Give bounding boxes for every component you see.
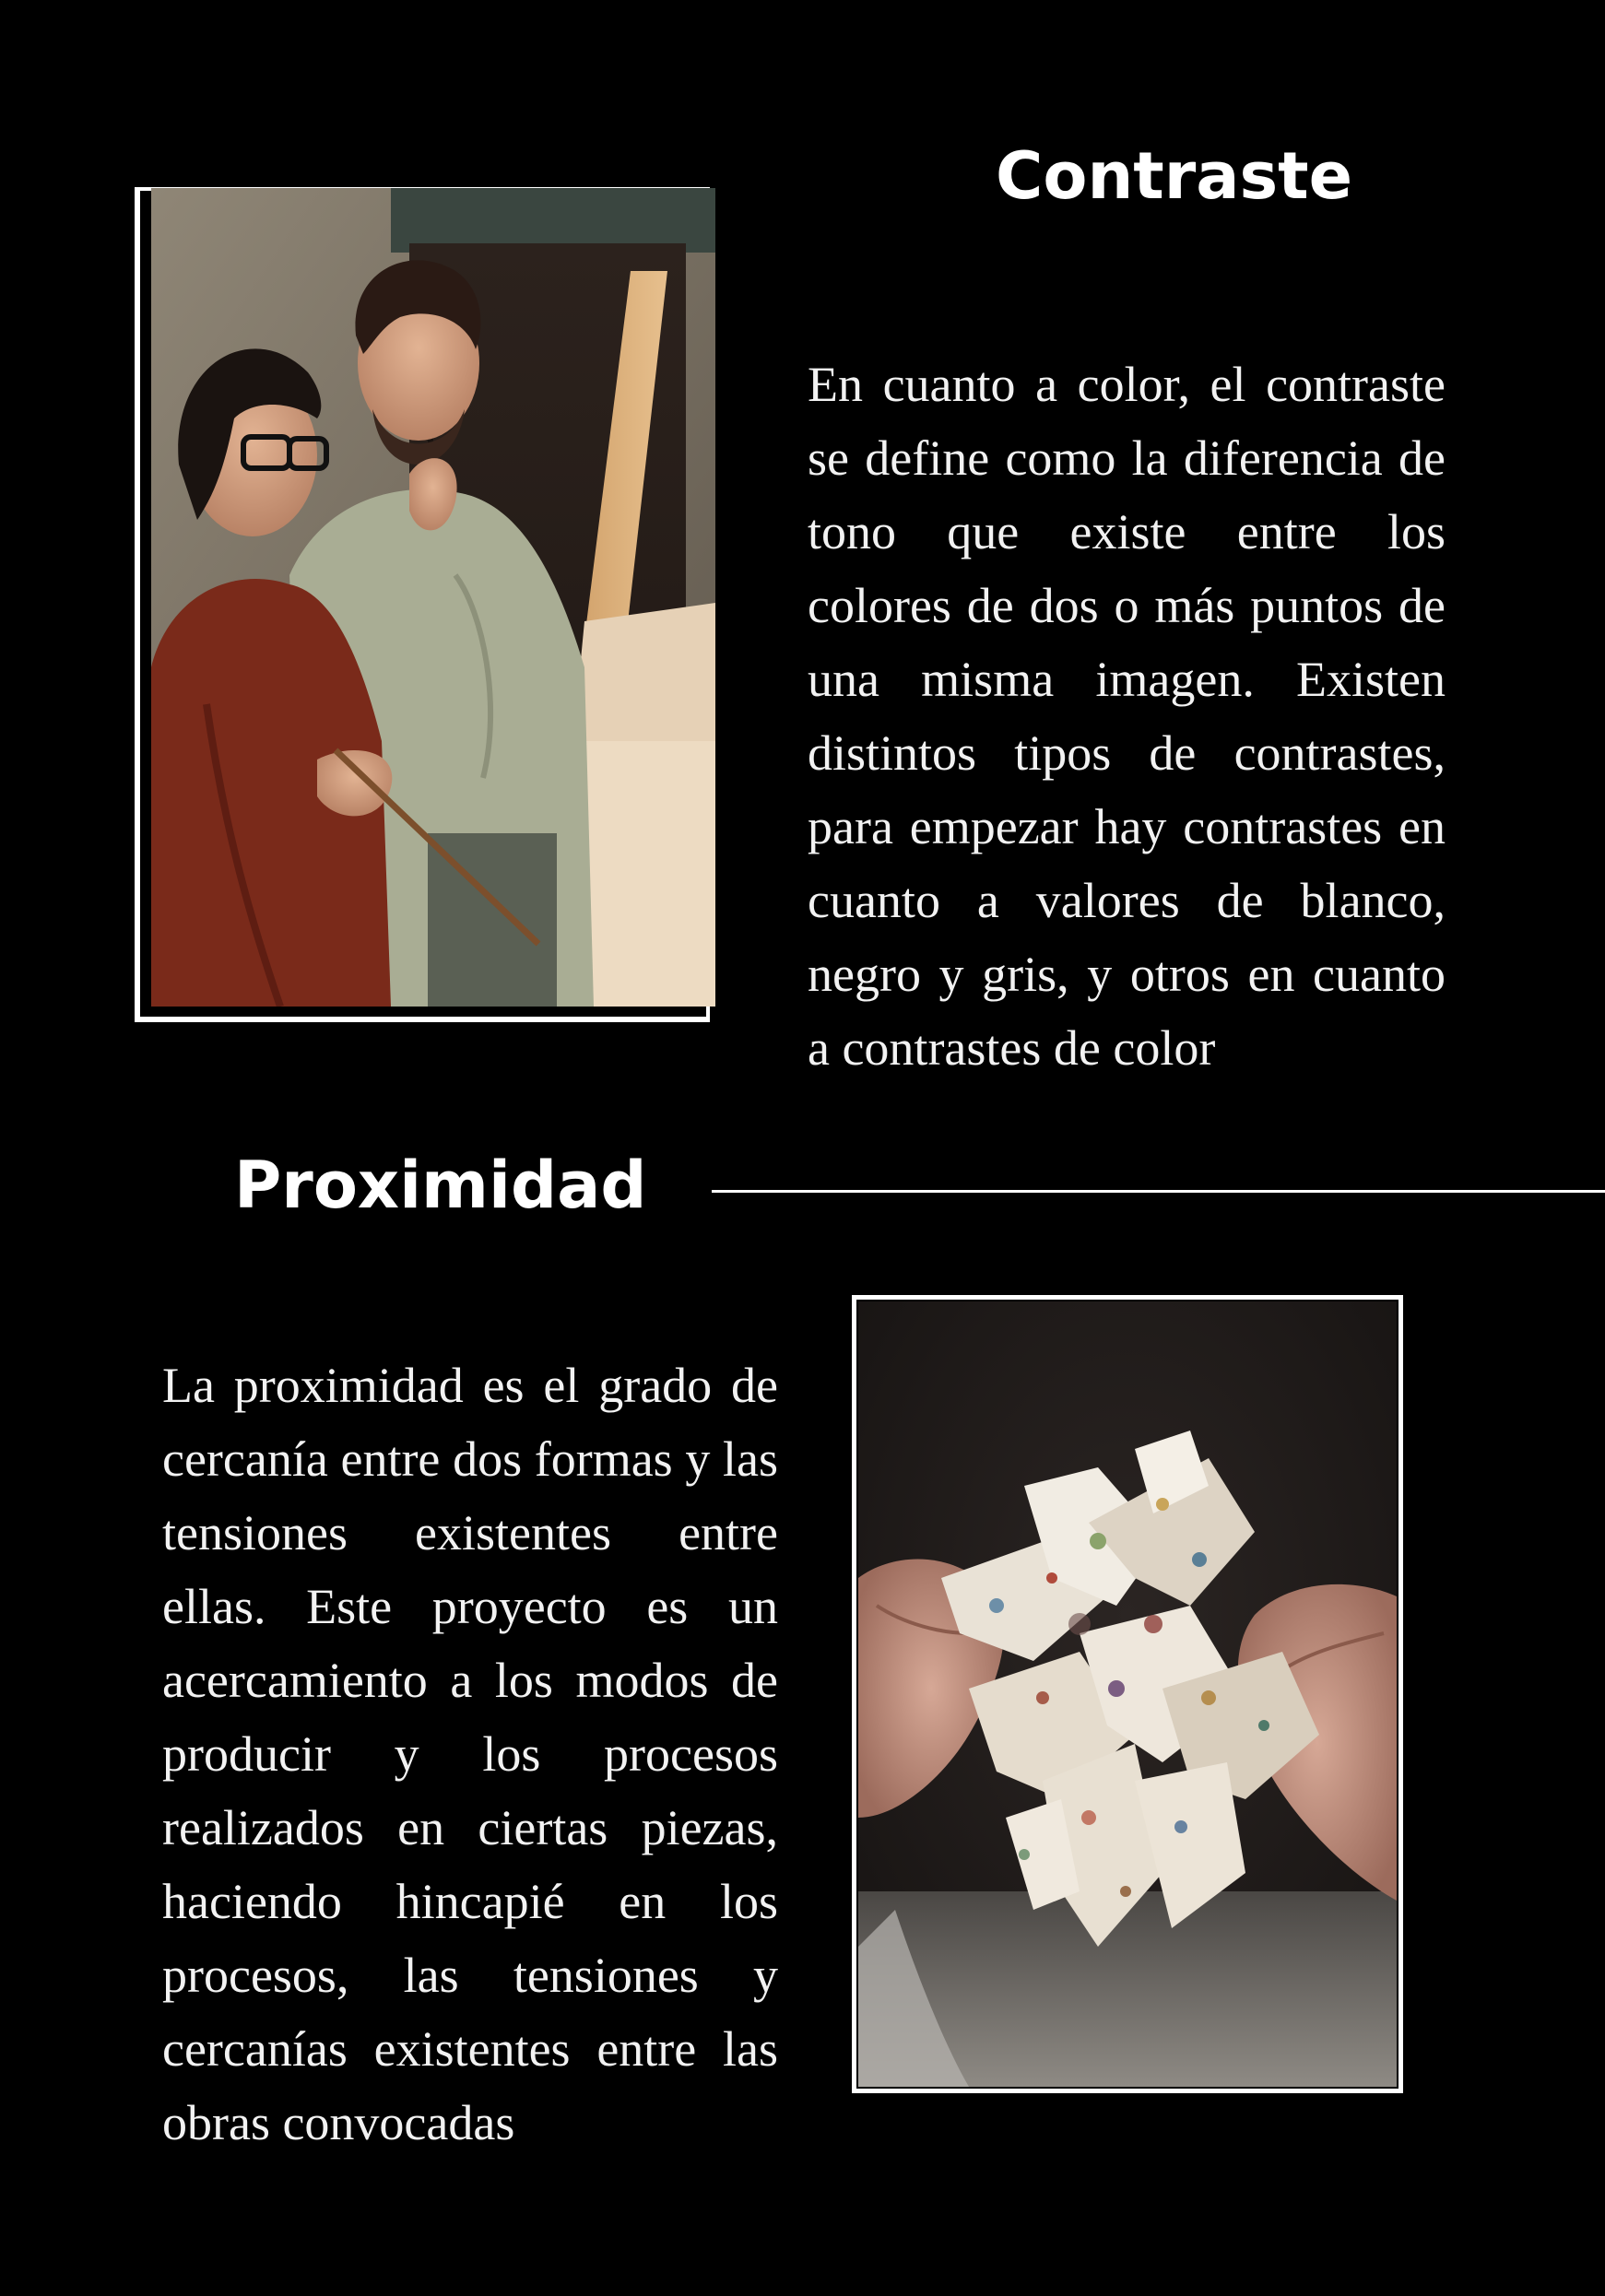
section-title-proximidad: Proximidad — [234, 1148, 647, 1223]
horizontal-divider — [712, 1190, 1605, 1193]
section-body-proximidad: La proximidad es el grado de cercanía entre dos formas y las tensiones existentes entre ellas. Este proyecto es un acercamiento a los modos de producir y los procesos realizados en ciertas piezas, haciendo hincapié en los procesos, las tensiones y cercanías existentes entre las obras convocadas — [162, 1358, 778, 2150]
section-title-contraste: Contraste — [996, 138, 1353, 214]
section-body-contraste: En cuanto a color, el contraste se define como la diferencia de tono que existe entre los colores de dos o más puntos de una misma imagen. Existen distintos tipos de contrastes, para empezar hay contrastes en cuanto a valores de blanco, negro y gris, y otros en cuanto a contrastes de color — [808, 357, 1446, 1076]
photo-paint-tubes-in-hands — [858, 1301, 1397, 2087]
photo-artists-at-easel — [151, 188, 715, 1007]
